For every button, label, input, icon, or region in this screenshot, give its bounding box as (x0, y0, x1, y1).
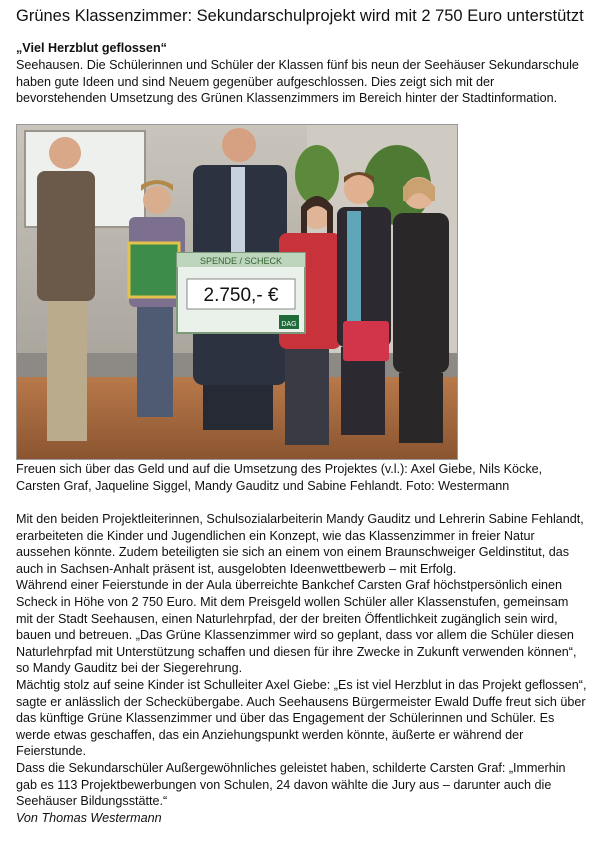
photo-caption: Freuen sich über das Geld und auf die Umsetzung des Projektes (v.l.): Axel Giebe, Nils Köcke, Carsten Graf, Jaqueline Siggel, Mandy Gauditz und Sabine Fehlandt. Foto: Westermann (16, 462, 543, 493)
cheque-logo: DAG (281, 321, 297, 328)
cheque-amount: 2.750,- € (203, 285, 279, 306)
cheque-header: SPENDE / SCHECK (199, 256, 283, 266)
lead-paragraph: Seehausen. Die Schülerinnen und Schüler der Klassen fünf bis neun der Seehäuser Sekundarschule haben gute Ideen und sind Neuem gegenüber aufgeschlossen. Dies zeigt sich mit der bevorstehenden Umsetzung des Grünen Klassenzimmers im Bereich hinter der Stadtinformation. (16, 58, 579, 106)
body-paragraph-2: Während einer Feierstunde in der Aula überreichte Bankchef Carsten Graf höchstpersönlich einen Scheck in Höhe von 2 750 Euro. Mit dem Preisgeld wollen Schüler aller Klassenstufen, gemeinsam mit der Stadt Seehausen, einen Naturlehrpfad, der der breiten Öffentlichkeit zugänglich sein wird, bauen und betreuen. „Das Grüne Klassenzimmer wird so geplant, dass vor allem die Schüler diesen Naturlehrpfad mit Unterstützung schaffen und diesen für ihre Zwecke in Zukunft verwenden können“, so Mandy Gauditz bei der Siegerehrung. (16, 578, 577, 676)
author-byline: Von Thomas Westermann (16, 810, 162, 825)
photo-illustration (17, 125, 458, 460)
body-paragraph-4: Dass die Sekundarschüler Außergewöhnliches geleistet haben, schilderte Carsten Graf: „Immerhin gab es 113 Projektbewerbungen von Schulen, 24 davon wählte die Jury aus – darunter auch die Seehäuser Bildungsstätte.“ (16, 760, 566, 809)
body-paragraph-3: Mächtig stolz auf seine Kinder ist Schulleiter Axel Giebe: „Es ist viel Herzblut in das Projekt geflossen“, sagte er anlässlich der Scheckübergabe. Auch Seehausens Bürgermeister Ewald Duffe freut sich über das künftige Grüne Klassenzimmer und über das Engagement der Schülerinnen und Schüler. Es werde etwas geschaffen, das ein Anziehungspunkt werden könnte, äußerte er während der Feierstunde. (16, 677, 587, 759)
headline: Grünes Klassenzimmer: Sekundarschulprojekt wird mit 2 750 Euro unterstützt (16, 7, 584, 25)
article-body (16, 511, 588, 826)
article-photo (16, 124, 458, 460)
body-paragraph-1: Mit den beiden Projektleiterinnen, Schulsozialarbeiterin Mandy Gauditz und Lehrerin Sabine Fehlandt, erarbeiteten die Kinder und Jugendlichen ein Konzept, wie das Klassenzimmer in freier Natur aussehen könnte. Zudem beteiligten sie sich an einem von einem Braunschweiger Geldinstitut, das auch in Sachsen-Anhalt präsent ist, ausgelobten Ideenwettbewerb – mit Erfolg. (16, 512, 584, 576)
subheadline: „Viel Herzblut geflossen“ (16, 41, 167, 55)
cheque (177, 253, 305, 333)
